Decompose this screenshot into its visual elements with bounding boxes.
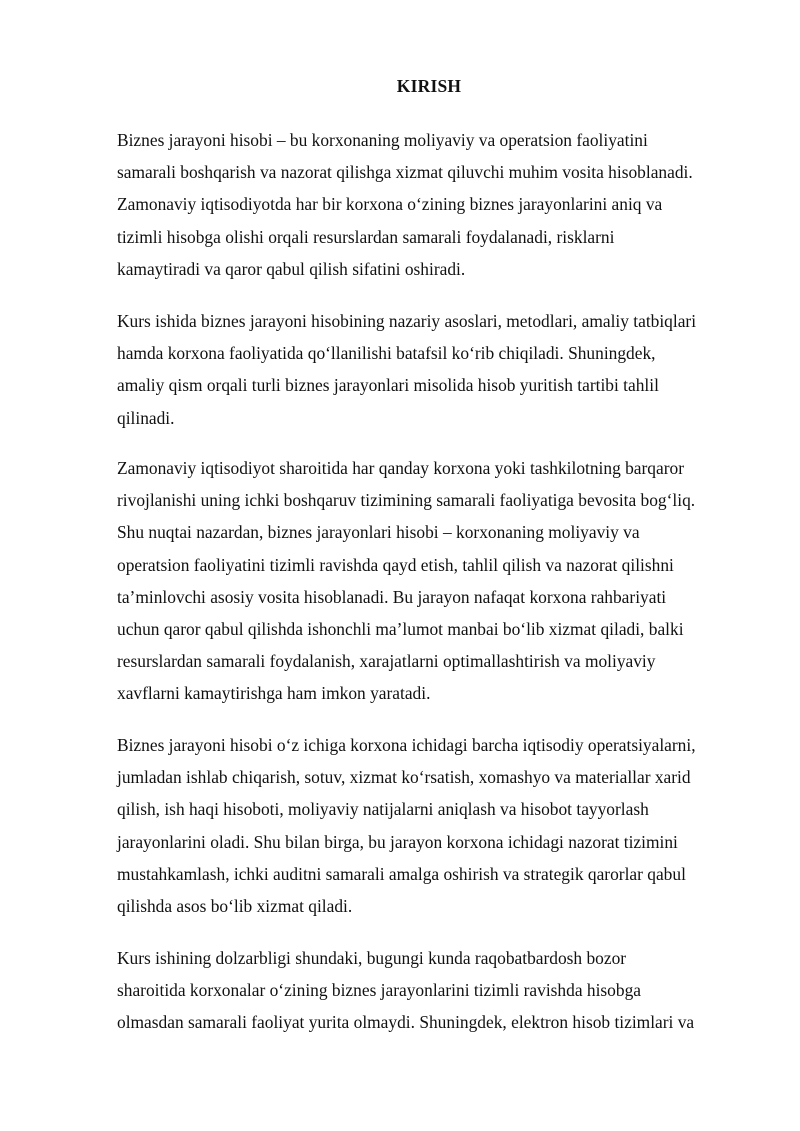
- paragraph-4: [117, 729, 757, 922]
- text-line: xavflarni kamaytirishga ham imkon yaratadi.: [117, 683, 431, 704]
- text-line: jarayonlarini oladi. Shu bilan birga, bu jarayon korxona ichidagi nazorat tizimini: [117, 831, 678, 852]
- text-line: Shu nuqtai nazardan, biznes jarayonlari hisobi – korxonaning moliyaviy va: [117, 522, 640, 543]
- text-line: resurslardan samarali foydalanish, xarajatlarni optimallashtirish va moliyaviy: [117, 651, 656, 672]
- text-line: tizimli hisobga olishi orqali resurslardan samarali foydalanadi, risklarni: [117, 226, 615, 247]
- text-line: hamda korxona faoliyatida qo‘llanilishi batafsil ko‘rib chiqiladi. Shuningdek,: [117, 343, 656, 364]
- text-line: samarali boshqarish va nazorat qilishga xizmat qiluvchi muhim vosita hisoblanadi.: [117, 162, 693, 183]
- text-line: olmasdan samarali faoliyat yurita olmaydi. Shuningdek, elektron hisob tizimlari va: [117, 1012, 695, 1033]
- text-line: Kurs ishida biznes jarayoni hisobining nazariy asoslari, metodlari, amaliy tatbiqlari: [117, 311, 697, 331]
- text-line: operatsion faoliyatini tizimli ravishda qayd etish, tahlil qilish va nazorat qilishni: [117, 554, 674, 575]
- paragraph-2: [117, 305, 757, 434]
- page-title: KIRISH: [396, 76, 462, 96]
- text-line: Zamonaviy iqtisodiyot sharoitida har qanday korxona yoki tashkilotning barqaror: [117, 458, 685, 478]
- text-line: qilinadi.: [117, 407, 175, 428]
- text-line: uchun qaror qabul qilishda ishonchli ma’lumot manbai bo‘lib xizmat qiladi, balki: [117, 619, 684, 640]
- text-line: rivojlanishi uning ichki boshqaruv tizimining samarali faoliyatiga bevosita bog‘liq.: [117, 490, 696, 511]
- text-line: jumladan ishlab chiqarish, sotuv, xizmat ko‘rsatish, xomashyo va materiallar xarid: [117, 767, 691, 788]
- text-line: amaliy qism orqali turli biznes jarayonlari misolida hisob yuritish tartibi tahlil: [117, 375, 659, 396]
- text-line: Biznes jarayoni hisobi – bu korxonaning moliyaviy va operatsion faoliyatini: [117, 130, 648, 150]
- text-line: sharoitida korxonalar o‘zining biznes jarayonlarini tizimli ravishda hisobga: [117, 980, 641, 1001]
- paragraph-5: [117, 942, 757, 1039]
- text-line: mustahkamlash, ichki auditni samarali amalga oshirish va strategik qarorlar qabul: [117, 863, 686, 884]
- paragraph-1: [117, 124, 757, 285]
- text-line: kamaytiradi va qaror qabul qilish sifatini oshiradi.: [117, 258, 466, 279]
- text-line: Biznes jarayoni hisobi o‘z ichiga korxona ichidagi barcha iqtisodiy operatsiyalarni,: [117, 735, 696, 755]
- text-line: qilishda asos bo‘lib xizmat qiladi.: [117, 896, 353, 917]
- paragraph-3: [117, 452, 757, 710]
- text-line: qilish, ish haqi hisoboti, moliyaviy natijalarni aniqlash va hisobot tayyorlash: [117, 799, 649, 820]
- text-line: Kurs ishining dolzarbligi shundaki, bugungi kunda raqobatbardosh bozor: [117, 948, 627, 968]
- text-line: Zamonaviy iqtisodiyotda har bir korxona o‘zining biznes jarayonlarini aniq va: [117, 194, 663, 215]
- text-line: ta’minlovchi asosiy vosita hisoblanadi. Bu jarayon nafaqat korxona rahbariyati: [117, 586, 667, 607]
